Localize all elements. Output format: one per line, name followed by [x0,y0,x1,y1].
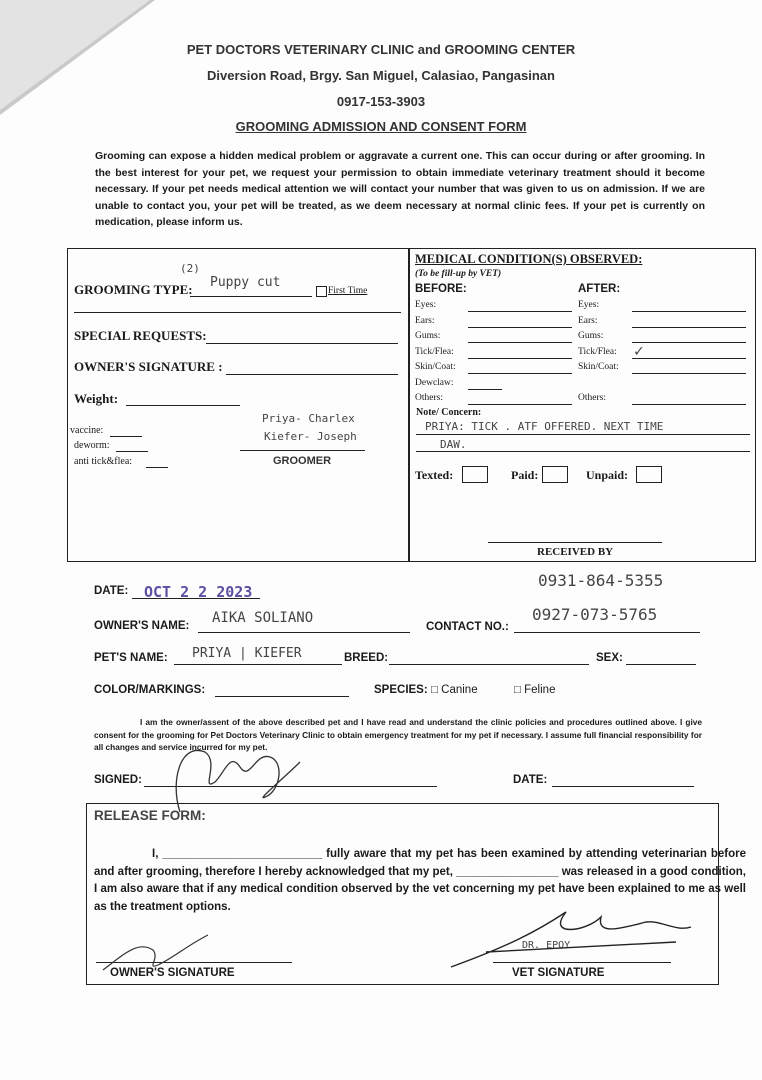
medical-row-after: Eyes: [578,300,600,310]
paid-label: Paid: [511,468,539,482]
release-body: I, _________________________ fully aware that my pet has been examined by attending veterinarian before and after grooming, therefore I hereby acknowledged that my pet, ________________ was released in a good condition, I am also aware that if any medical condition observed by the vet concerning my pet have been explained to me as well as the treatment options. [94,848,746,913]
vaccine-line[interactable] [110,436,142,437]
deworm-label: deworm: [74,440,110,451]
first-time-checkbox[interactable] [316,286,327,297]
received-by-label: RECEIVED BY [537,546,614,558]
contact-label: CONTACT NO.: [426,621,509,633]
medical-row-after-line[interactable] [632,342,746,343]
medical-row-after-line[interactable] [632,327,746,328]
date-label: DATE: [94,585,129,597]
medical-subtitle: (To be fill-up by VET) [415,269,502,279]
deworm-line[interactable] [116,451,148,452]
canine-option[interactable]: □ Canine [431,684,478,696]
clinic-address: Diversion Road, Brgy. San Miguel, Calasiao, Pangasinan [207,68,555,83]
groomer-label: GROOMER [273,455,332,467]
date2-line[interactable] [552,786,694,787]
owner-signature-label: OWNER'S SIGNATURE : [74,359,223,374]
owner-sig-label: OWNER'S SIGNATURE [110,967,235,979]
grooming-type-extra-line [74,312,401,313]
owner-name-value[interactable]: AIKA SOLIANO [212,610,314,626]
form-title: GROOMING ADMISSION AND CONSENT FORM [235,119,527,134]
grooming-type-line [190,296,312,297]
note-line-1[interactable]: PRIYA: TICK . ATF OFFERED. NEXT TIME [425,420,664,433]
medical-row-after: Skin/Coat: [578,362,619,372]
contact-line [514,632,700,633]
texted-label: Texted: [415,468,454,482]
weight-label: Weight: [74,391,119,406]
species-label: SPECIES: [374,684,428,696]
owner-signature-line[interactable] [226,374,398,375]
pet-name-label: PET'S NAME: [94,652,168,664]
medical-row-after-line[interactable] [632,358,746,359]
note-label: Note/ Concern: [416,407,482,418]
texted-checkbox[interactable] [462,466,488,483]
vet-name: DR. EPOY [522,940,571,951]
medical-row-before: Eyes: [415,300,437,310]
release-owner-signature-mark [98,930,218,980]
medical-row-after: Ears: [578,315,598,326]
medical-row-before: Ears: [415,315,435,326]
groomer-line [240,450,365,451]
owner-name-label: OWNER'S NAME: [94,620,190,632]
note-rule-1 [416,434,750,435]
sex-line[interactable] [626,664,696,665]
release-title: RELEASE FORM: [94,808,206,823]
color-line[interactable] [215,696,349,697]
signed-label: SIGNED: [94,774,142,786]
medical-row-before: Dewclaw: [415,377,454,388]
paid-checkbox[interactable] [542,466,568,483]
medical-row-after: Tick/Flea: [578,346,617,357]
grooming-type-value[interactable]: Puppy cut [210,275,281,290]
medical-row-before-line[interactable] [468,358,572,359]
medical-row-after-line[interactable] [632,404,746,405]
medical-row-before-line[interactable] [468,404,572,405]
pet-name-line [174,664,342,665]
special-requests-line[interactable] [206,343,398,344]
unpaid-checkbox[interactable] [636,466,662,483]
medical-row-after-line[interactable] [632,373,746,374]
medical-title: MEDICAL CONDITION(S) OBSERVED: [415,252,643,266]
medical-row-before-line[interactable] [468,389,502,390]
medical-row-before-line[interactable] [468,311,572,312]
groomer-name-1: Priya- Charlex [262,412,355,425]
color-label: COLOR/MARKINGS: [94,684,206,696]
medical-panel [408,248,756,562]
consent-text: I am the owner/assent of the above described pet and I have read and understand the clinic policies and procedures outlined above. I give consent for the grooming for Pet Doctors Veterinary Clinic to obtain emergency treatment for my pet if necessary. I assume full financial responsibility for all changes and service incurred for my pet. [94,717,702,752]
breed-label: BREED: [344,652,389,664]
clinic-phone: 0917-153-3903 [336,94,426,109]
medical-row-after: Gums: [578,331,604,341]
medical-row-before: Skin/Coat: [415,362,456,372]
owner-name-line [198,632,410,633]
grooming-type-note: (2) [180,262,200,275]
medical-row-after-line[interactable] [632,311,746,312]
date2-label: DATE: [513,774,548,786]
clinic-name: PET DOCTORS VETERINARY CLINIC and GROOMING CENTER [186,42,576,57]
medical-row-before: Tick/Flea: [415,346,454,357]
vet-sig-label: VET SIGNATURE [512,967,605,979]
grooming-type-label: GROOMING TYPE: [74,282,193,297]
special-requests-label: SPECIAL REQUESTS: [74,328,207,343]
anti-tick-line[interactable] [146,467,168,468]
contact-value-1[interactable]: 0931-864-5355 [538,571,664,590]
medical-row-before: Gums: [415,331,441,341]
contact-value-2[interactable]: 0927-073-5765 [532,605,658,624]
date-stamp[interactable]: OCT 2 2 2023 [144,583,253,601]
note-line-2[interactable]: DAW. [440,438,467,451]
vaccine-label: vaccine: [70,425,104,436]
anti-tick-label: anti tick&flea: [74,456,133,467]
feline-option[interactable]: □ Feline [514,684,556,696]
medical-row-before-line[interactable] [468,327,572,328]
after-label: AFTER: [578,283,621,295]
medical-row-before: Others: [415,393,443,403]
medical-row-before-line[interactable] [468,342,572,343]
medical-row-after: Others: [578,393,606,403]
before-label: BEFORE: [415,283,467,295]
tick-flea-check-mark: ✓ [634,340,644,360]
received-by-line[interactable] [488,542,662,543]
weight-line[interactable] [126,405,240,406]
pet-name-value[interactable]: PRIYA | KIEFER [192,646,302,661]
vet-signature-mark [446,902,696,972]
medical-row-before-line[interactable] [468,373,572,374]
sex-label: SEX: [596,652,623,664]
note-rule-2 [416,451,750,452]
breed-line[interactable] [389,664,589,665]
unpaid-label: Unpaid: [586,468,629,482]
intro-paragraph: Grooming can expose a hidden medical problem or aggravate a current one. This can occur during or after grooming. In the best interest for your pet, we request your permission to obtain immediate veterinary treatment should it become necessary. If your pet needs medical attention we will contact your number that was given to us on admission. If we are unable to contact you, your pet will be treated, as we deem necessary at normal clinic fees. If your pet is currently on medication, please inform us. [95,150,705,228]
groomer-name-2: Kiefer- Joseph [264,430,357,443]
first-time-label: First Time [328,286,368,296]
